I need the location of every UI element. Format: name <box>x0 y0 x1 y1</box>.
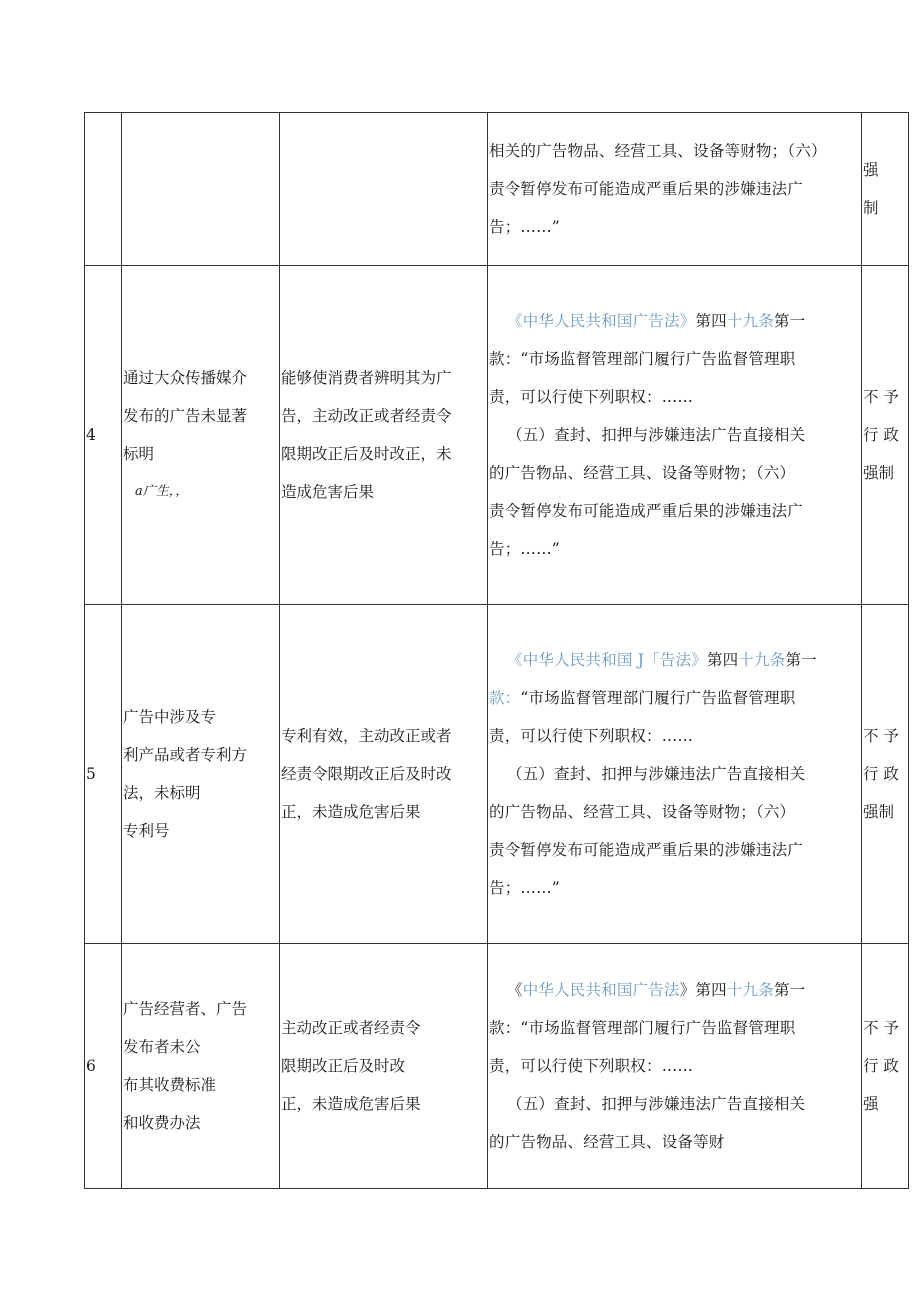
situation-line: 发布者未公 <box>123 1038 201 1056</box>
law-article: 十九条 <box>726 981 774 999</box>
law-line: 款：“市场监督管理部门履行广告监督管理职 <box>489 350 796 368</box>
law-article: 十九条 <box>726 312 774 330</box>
condition-line: 能够使消费者辨明其为广 <box>281 369 452 387</box>
condition-line: 正，未造成危害后果 <box>281 803 421 821</box>
situation-cell <box>122 605 280 944</box>
law-line: 责令暂停发布可能造成严重后果的涉嫌违法广 <box>489 841 804 859</box>
result-line: 不 予 <box>863 727 899 745</box>
law-line: 责，可以行使下列职权：…… <box>489 727 694 745</box>
legal-basis-cell <box>488 113 862 266</box>
law-line: 告；……” <box>489 879 560 897</box>
condition-line: 经责令限期改正后及时改 <box>281 765 452 783</box>
condition-line: 告，主动改正或者经责令 <box>281 407 452 425</box>
law-line: 相关的广告物品、经营工具、设备等财物；（六） <box>489 142 827 160</box>
law-line: 责，可以行使下列职权：…… <box>489 388 694 406</box>
situation-line: 广告中涉及专 <box>123 708 217 726</box>
law-clause: 第一 <box>773 981 806 999</box>
condition-cell <box>280 944 488 1189</box>
situation-cell <box>122 266 280 605</box>
situation-line: 法，未标明 <box>123 784 201 802</box>
law-citation <box>489 971 860 1009</box>
law-article: 十九条 <box>738 651 786 669</box>
law-line: 告；……” <box>489 218 560 236</box>
condition-cell <box>280 266 488 605</box>
legal-basis-cell <box>488 605 862 944</box>
law-citation <box>489 302 860 340</box>
result-line: 强制 <box>863 803 895 821</box>
law-name: 中华人民共和国广告法 <box>522 312 680 330</box>
law-line: 责令暂停发布可能造成严重后果的涉嫌违法广 <box>489 180 804 198</box>
situation-line: 标明 <box>123 445 155 463</box>
row-number: 5 <box>85 605 122 944</box>
law-close-quote: 》 <box>679 312 696 330</box>
law-open-quote: 《 <box>507 651 523 669</box>
condition-line: 主动改正或者经责令 <box>281 1019 421 1037</box>
situation-line: 利产品或者专利方 <box>123 746 248 764</box>
law-line: （五）查封、扣押与涉嫌违法广告直接相关 <box>507 765 806 783</box>
law-clause-label: 款： <box>489 689 521 707</box>
law-line: （五）查封、扣押与涉嫌违法广告直接相关 <box>507 426 806 444</box>
situation-line: 布其收费标准 <box>123 1076 217 1094</box>
table-row <box>85 944 909 1189</box>
legal-basis-cell <box>488 266 862 605</box>
law-article-prefix: 第四 <box>695 312 727 330</box>
law-line: 告；……” <box>489 540 560 558</box>
law-close-quote: 》 <box>679 981 696 999</box>
law-article-prefix: 第四 <box>706 651 739 669</box>
result-cell <box>862 944 909 1189</box>
law-line: 的广告物品、经营工具、设备等财物；（六） <box>489 803 796 821</box>
law-line: 款：“市场监督管理部门履行广告监督管理职 <box>489 1019 796 1037</box>
row-number <box>85 113 122 266</box>
law-name: 中华人民共和国 J「告法 <box>522 651 692 669</box>
situation-line: 通过大众传播媒介 <box>123 369 248 387</box>
law-open-quote: 《 <box>507 312 523 330</box>
result-line: 不 予 <box>863 1019 899 1037</box>
table-row <box>85 605 909 944</box>
condition-line: 造成危害后果 <box>281 483 375 501</box>
table-row <box>85 266 909 605</box>
result-line: 行 政 <box>863 1057 899 1075</box>
situation-cell <box>122 113 280 266</box>
law-open-quote: 《 <box>507 981 523 999</box>
condition-line: 限期改正后及时改正，未 <box>281 445 452 463</box>
result-line: 制 <box>863 199 879 217</box>
result-cell <box>862 266 909 605</box>
row-number: 6 <box>85 944 122 1189</box>
result-line: 不 予 <box>863 388 899 406</box>
result-cell <box>862 605 909 944</box>
law-line: （五）查封、扣押与涉嫌违法广告直接相关 <box>507 1095 806 1113</box>
situation-note: a广生，， <box>135 484 189 499</box>
law-citation <box>489 641 860 679</box>
law-close-quote: 》 <box>691 651 707 669</box>
result-line: 强 <box>863 1095 879 1113</box>
law-line: 责令暂停发布可能造成严重后果的涉嫌违法广 <box>489 502 804 520</box>
regulation-table <box>84 112 909 1189</box>
result-line: 行 政 <box>863 765 899 783</box>
law-name: 中华人民共和国广告法 <box>522 981 680 999</box>
situation-line: 和收费办法 <box>123 1114 201 1132</box>
law-line: 的广告物品、经营工具、设备等财 <box>489 1133 725 1151</box>
law-line: 的广告物品、经营工具、设备等财物；（六） <box>489 464 796 482</box>
result-line: 强 <box>863 161 879 179</box>
law-clause-text: “市场监督管理部门履行广告监督管理职 <box>520 689 796 707</box>
law-line <box>489 679 860 717</box>
situation-cell <box>122 944 280 1189</box>
law-clause: 第一 <box>773 312 806 330</box>
condition-cell <box>280 605 488 944</box>
result-line: 行 政 <box>863 426 899 444</box>
law-clause: 第一 <box>785 651 817 669</box>
condition-line: 专利有效，主动改正或者 <box>281 727 452 745</box>
table-row <box>85 113 909 266</box>
situation-line: 发布的广告未显著 <box>123 407 248 425</box>
row-number: 4 <box>85 266 122 605</box>
law-article-prefix: 第四 <box>695 981 727 999</box>
result-cell <box>862 113 909 266</box>
situation-line: 专利号 <box>123 822 170 840</box>
condition-line: 限期改正后及时改 <box>281 1057 406 1075</box>
law-line: 责，可以行使下列职权：…… <box>489 1057 694 1075</box>
result-line: 强制 <box>863 464 895 482</box>
condition-line: 正，未造成危害后果 <box>281 1095 421 1113</box>
legal-basis-cell <box>488 944 862 1189</box>
situation-line: 广告经营者、广告 <box>123 1000 248 1018</box>
condition-cell <box>280 113 488 266</box>
